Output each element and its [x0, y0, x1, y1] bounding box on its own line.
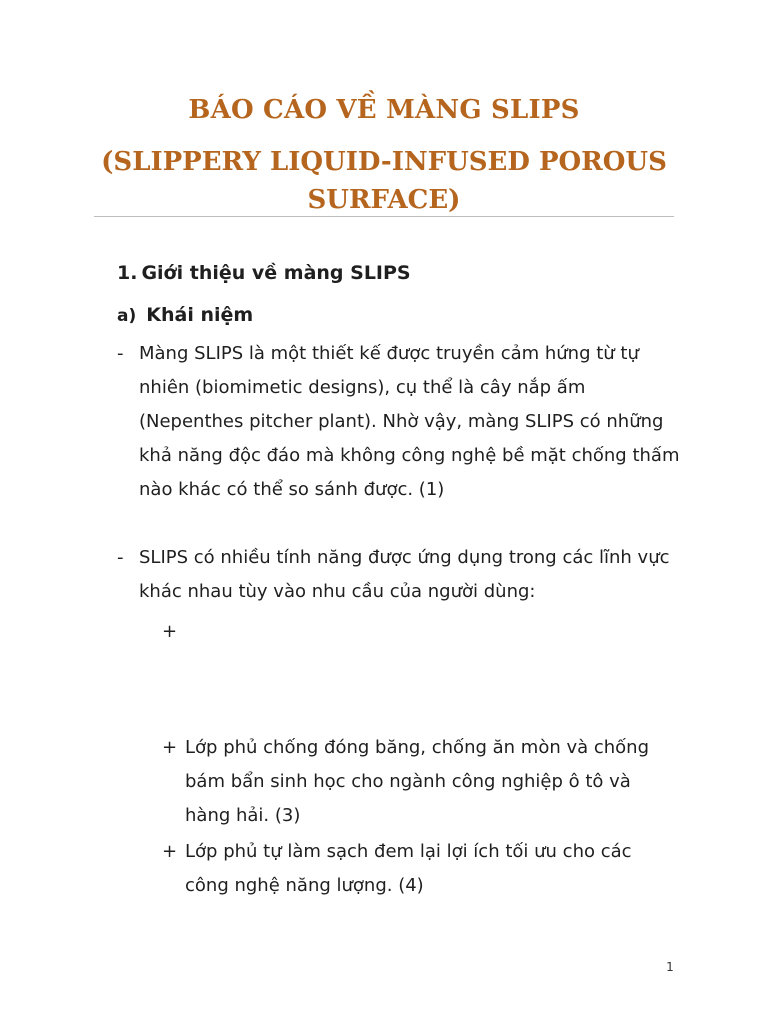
bullet-text: Lớp phủ tự làm sạch đem lại lợi ích tối ưu cho các công nghệ năng lượng. (4) — [185, 841, 632, 896]
section-title: Giới thiệu về màng SLIPS — [141, 262, 411, 284]
subsection-title: Khái niệm — [146, 304, 254, 326]
section-number: 1. — [117, 262, 138, 284]
sub-list-item — [162, 731, 672, 833]
section-heading — [117, 262, 411, 284]
bullet-text: Lớp phủ chống đóng băng, chống ăn mòn và chống bám bẩn sinh học cho ngành công nghiệp ô tô và hàng hải. (3) — [185, 737, 650, 826]
title-divider — [94, 216, 674, 217]
subsection-letter: a) — [117, 306, 137, 326]
paragraph-text: SLIPS có nhiều tính năng được ứng dụng trong các lĩnh vực khác nhau tùy vào nhu cầu của người dùng: — [139, 547, 670, 602]
sub-list-item — [162, 835, 672, 903]
subsection-heading — [117, 304, 253, 326]
dash-bullet: - — [117, 343, 124, 364]
list-item — [117, 337, 687, 507]
document-title: BÁO CÁO VỀ MÀNG SLIPS — [188, 95, 580, 125]
plus-bullet: + — [162, 737, 178, 758]
list-item — [117, 541, 687, 609]
dash-bullet: - — [117, 547, 124, 568]
plus-bullet: + — [162, 621, 178, 642]
page-number: 1 — [666, 960, 674, 974]
paragraph-text: Màng SLIPS là một thiết kế được truyền cảm hứng từ tự nhiên (biomimetic designs), cụ thể là cây nắp ấm (Nepenthes pitcher plant). Nhờ vậy, màng SLIPS có những khả năng độc đáo mà không công nghệ bề mặt chống thấm nào khác có thể so sánh được. (1) — [139, 343, 680, 500]
plus-bullet: + — [162, 841, 178, 862]
document-subtitle: (SLIPPERY LIQUID-INFUSED POROUS SURFACE) — [101, 147, 667, 215]
